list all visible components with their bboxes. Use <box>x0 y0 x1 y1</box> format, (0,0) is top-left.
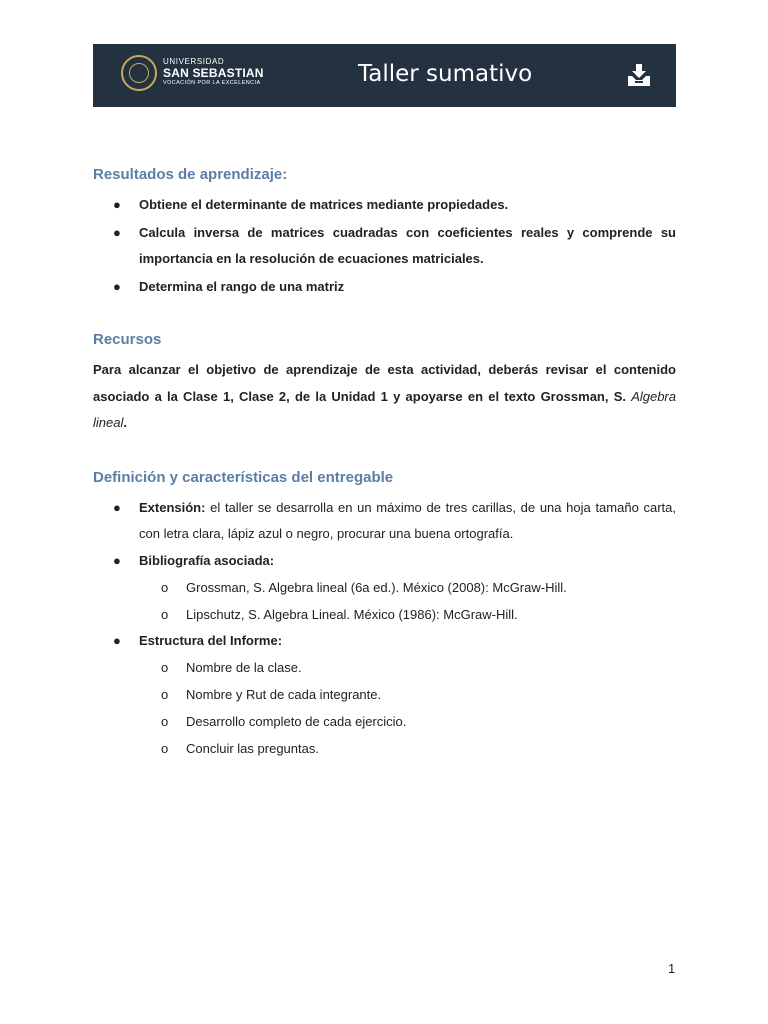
heading-definicion: Definición y características del entregable <box>93 469 394 486</box>
sub-bullet: o <box>161 741 169 756</box>
bullet: ● <box>113 553 121 568</box>
page-number: 1 <box>668 961 676 976</box>
heading-recursos: Recursos <box>93 331 162 348</box>
bullet: ● <box>113 197 121 212</box>
sub-bullet: o <box>161 607 169 622</box>
sub-bullet: o <box>161 580 169 595</box>
logo-line-3: VOCACIÓN POR LA EXCELENCIA <box>163 80 261 86</box>
list-item: ● Calcula inversa de matrices cuadradas con coeficientes reales y comprende su importancia en la resolución de ecuaciones matriciales. <box>93 220 676 272</box>
sub-item: o Nombre y Rut de cada integrante. <box>93 681 676 708</box>
download-icon[interactable] <box>626 62 652 88</box>
list-item-bibliografia: ● Bibliografía asociada: <box>93 548 676 574</box>
sub-item: o Grossman, S. Algebra lineal (6a ed.). México (2008): McGraw-Hill. <box>93 574 676 601</box>
list-item: ● Obtiene el determinante de matrices mediante propiedades. <box>93 192 676 218</box>
list-item: ● Determina el rango de una matriz <box>93 274 676 300</box>
logo-line-1: UNIVERSIDAD <box>163 57 225 66</box>
heading-resultados: Resultados de aprendizaje: <box>93 166 288 183</box>
sub-item: o Nombre de la clase. <box>93 654 676 681</box>
sub-item: o Concluir las preguntas. <box>93 735 676 762</box>
recursos-paragraph: Para alcanzar el objetivo de aprendizaje de esta actividad, deberás revisar el contenido asociado a la Clase 1, Clase 2, de la Unidad 1 y apoyarse en el texto Grossman, S. Algebra lineal. <box>93 362 676 430</box>
university-seal-icon <box>121 55 157 91</box>
sub-item: o Lipschutz, S. Algebra Lineal. México (1986): McGraw-Hill. <box>93 601 676 628</box>
page-title: Taller sumativo <box>358 61 533 87</box>
list-item-estructura: ● Estructura del Informe: <box>93 628 676 654</box>
header-banner <box>93 44 676 107</box>
definicion-list <box>93 495 676 762</box>
bullet: ● <box>113 279 121 294</box>
sub-item: o Desarrollo completo de cada ejercicio. <box>93 708 676 735</box>
bullet: ● <box>113 500 121 515</box>
sub-bullet: o <box>161 660 169 675</box>
bullet: ● <box>113 633 121 648</box>
resultados-list <box>93 192 676 300</box>
sub-bullet: o <box>161 687 169 702</box>
university-logo <box>163 58 264 87</box>
bullet: ● <box>113 225 121 240</box>
sub-bullet: o <box>161 714 169 729</box>
logo-line-2: SAN SEBASTIAN <box>163 66 264 80</box>
extension-label: Extensión: <box>139 500 206 515</box>
list-item-extension: ● Extensión: el taller se desarrolla en un máximo de tres carillas, de una hoja tamaño carta, con letra clara, lápiz azul o negro, procurar una buena ortografía. <box>93 495 676 547</box>
book-title: Algebra lineal <box>93 388 676 430</box>
